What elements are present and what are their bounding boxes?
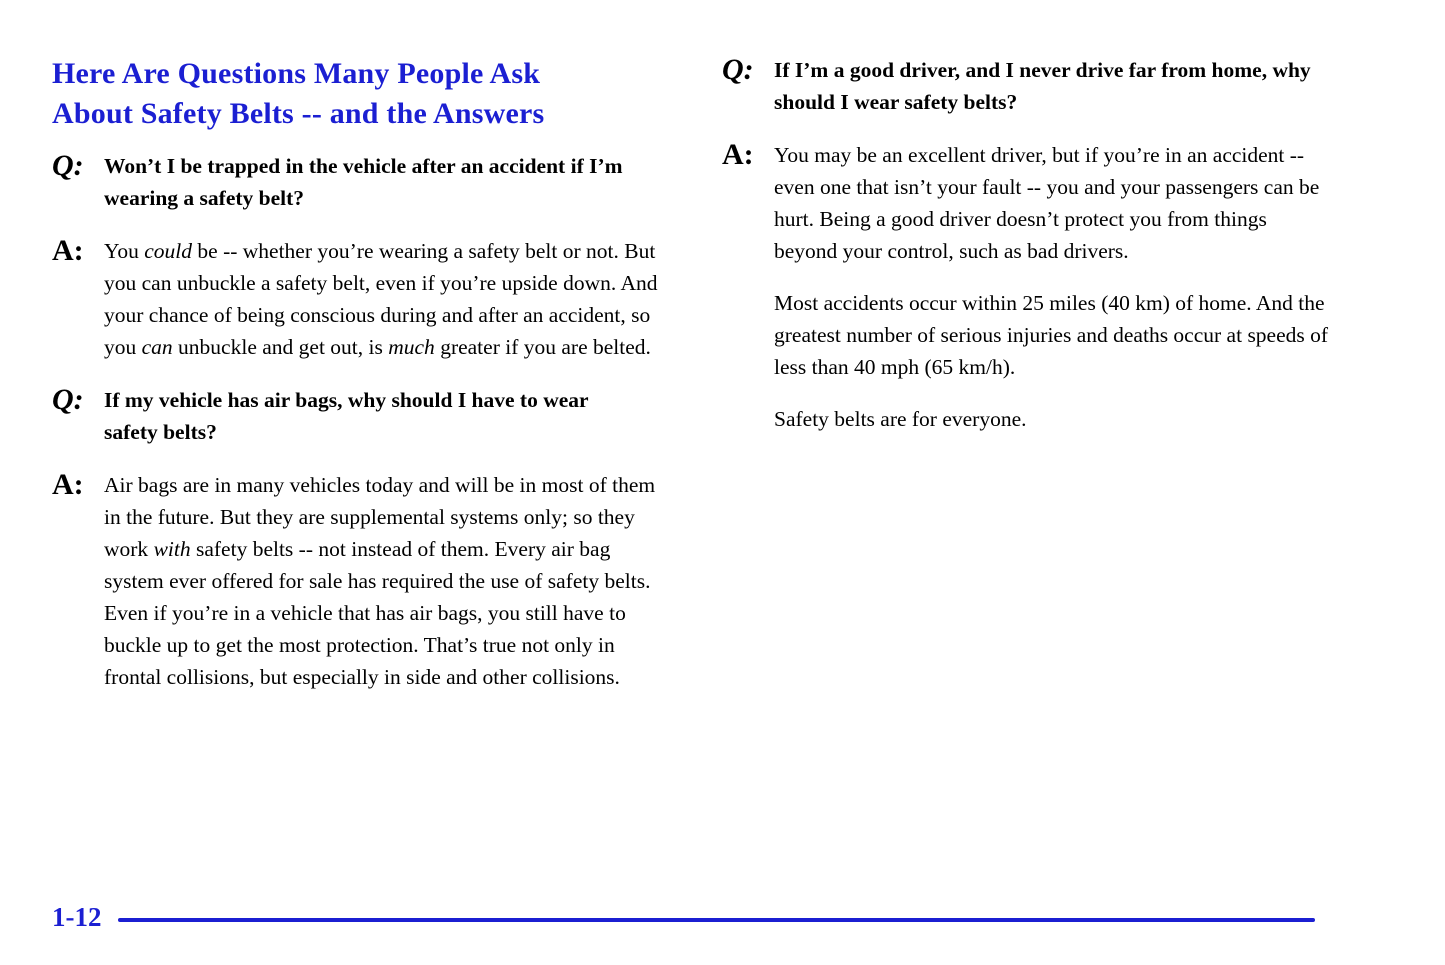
answer-text [104,235,660,363]
page-title-line2: About Safety Belts -- and the Answers [52,97,545,130]
answer-text [104,469,660,693]
body-text: Air bags are in many vehicles today and will be in most of them in the future. But they are supplemental systems only; so they work [104,473,656,561]
answer-paragraph [104,469,660,693]
page-title [52,54,670,134]
answer-paragraph [774,287,1330,383]
body-text: Safety belts are for everyone. [774,407,1027,431]
question-marker: Q: [52,149,84,182]
answer-paragraph [104,235,660,363]
body-text: You may be an excellent driver, but if you’re in an accident -- even one that isn’t your fault -- you and your passengers can be hurt. Being a good driver doesn’t protect you from things beyond your control, such as bad drivers. [774,143,1320,263]
answer-block [722,139,1350,435]
answer-text [774,139,1330,435]
emphasized-text: much [388,335,435,359]
body-text: greater if you are belted. [434,335,651,359]
answer-marker: A: [722,138,754,171]
answer-marker: A: [52,468,84,501]
question-marker: Q: [52,383,84,416]
page-footer [52,904,1315,931]
emphasized-text: could [144,239,193,263]
two-column-layout [52,54,1385,714]
question-block [52,150,670,214]
emphasized-text: can [141,335,173,359]
qa-list-right [722,54,1350,435]
footer-rule [118,918,1316,922]
page-title-line1: Here Are Questions Many People Ask [52,57,541,90]
page-number: 1-12 [52,902,102,932]
qa-list-left [52,150,670,693]
emphasized-text: with [153,537,191,561]
answer-marker: A: [52,234,84,267]
question-text: If my vehicle has air bags, why should I have to wear safety belts? [104,388,589,444]
question-marker: Q: [722,53,754,86]
answer-block [52,235,670,363]
body-text: unbuckle and get out, is [172,335,389,359]
body-text: be -- whether you’re wearing a safety belt or not. But you can unbuckle a safety belt, even if you’re upside down. And your chance of being conscious during and after an accident, so you [104,239,658,359]
question-block [52,384,670,448]
body-text: You [104,239,145,263]
question-block [722,54,1350,118]
question-text: Won’t I be trapped in the vehicle after an accident if I’m wearing a safety belt? [104,154,623,210]
right-column [722,54,1350,456]
answer-paragraph [774,139,1330,267]
body-text: Most accidents occur within 25 miles (40 km) of home. And the greatest number of serious injuries and deaths occur at speeds of less than 40 mph (65 km/h). [774,291,1329,379]
body-text: safety belts -- not instead of them. Every air bag system ever offered for sale has required the use of safety belts. Even if you’re in a vehicle that has air bags, you still have to buckle up to get the most protection. That’s true not only in frontal collisions, but especially in side and other collisions. [104,537,651,689]
question-text: If I’m a good driver, and I never drive far from home, why should I wear safety belts? [774,58,1311,114]
answer-block [52,469,670,693]
answer-paragraph [774,403,1330,435]
left-column [52,54,670,714]
